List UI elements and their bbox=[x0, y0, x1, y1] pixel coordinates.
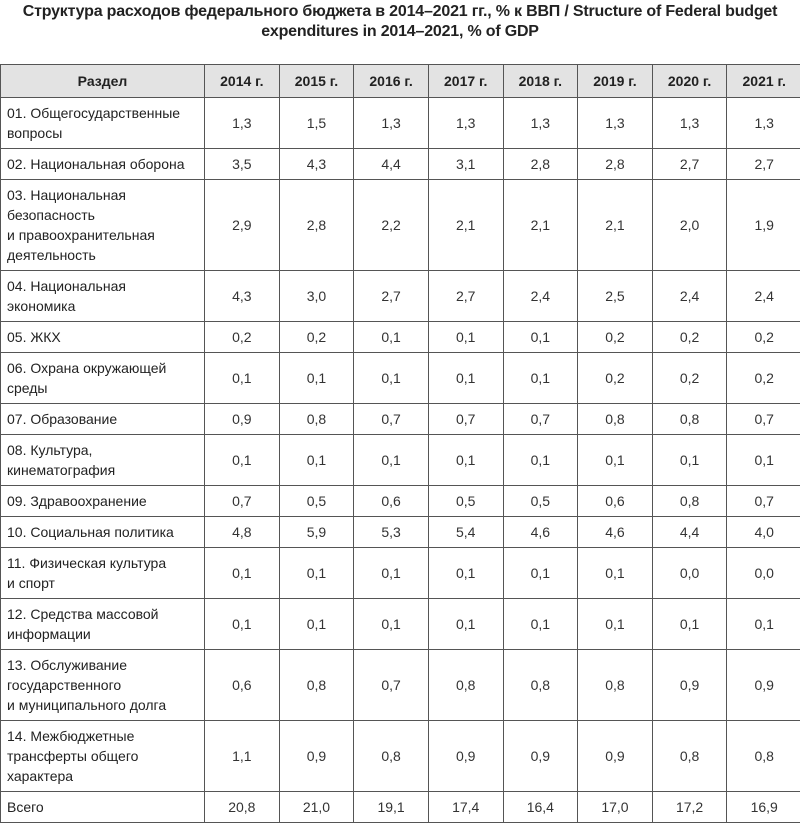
value-cell: 0,1 bbox=[578, 599, 653, 650]
value-cell: 2,7 bbox=[428, 271, 503, 322]
value-cell: 0,5 bbox=[428, 486, 503, 517]
value-cell: 0,1 bbox=[578, 435, 653, 486]
row-label: 06. Охрана окружающей среды bbox=[1, 353, 205, 404]
row-label: 08. Культура, кинематография bbox=[1, 435, 205, 486]
value-cell: 0,9 bbox=[578, 721, 653, 792]
value-cell: 3,0 bbox=[279, 271, 354, 322]
value-cell: 2,8 bbox=[279, 180, 354, 271]
value-cell: 0,0 bbox=[652, 548, 727, 599]
value-cell: 0,8 bbox=[279, 650, 354, 721]
value-cell: 0,8 bbox=[727, 721, 800, 792]
value-cell: 0,8 bbox=[428, 650, 503, 721]
table-row bbox=[1, 548, 800, 599]
value-cell: 20,8 bbox=[205, 792, 280, 823]
table-row bbox=[1, 435, 800, 486]
row-label: 01. Общегосударственные вопросы bbox=[1, 98, 205, 149]
value-cell: 2,5 bbox=[578, 271, 653, 322]
row-label: 07. Образование bbox=[1, 404, 205, 435]
value-cell: 17,0 bbox=[578, 792, 653, 823]
table-row bbox=[1, 792, 800, 823]
value-cell: 2,1 bbox=[428, 180, 503, 271]
value-cell: 2,1 bbox=[578, 180, 653, 271]
value-cell: 5,3 bbox=[354, 517, 429, 548]
value-cell: 0,8 bbox=[652, 486, 727, 517]
value-cell: 2,4 bbox=[503, 271, 578, 322]
value-cell: 0,1 bbox=[652, 599, 727, 650]
value-cell: 0,2 bbox=[727, 322, 800, 353]
value-cell: 0,5 bbox=[279, 486, 354, 517]
table-row bbox=[1, 149, 800, 180]
value-cell: 4,6 bbox=[503, 517, 578, 548]
column-header-year: 2014 г. bbox=[205, 65, 280, 98]
value-cell: 0,1 bbox=[205, 548, 280, 599]
value-cell: 5,9 bbox=[279, 517, 354, 548]
value-cell: 2,7 bbox=[354, 271, 429, 322]
value-cell: 0,1 bbox=[503, 353, 578, 404]
column-header-year: 2020 г. bbox=[652, 65, 727, 98]
value-cell: 0,7 bbox=[354, 404, 429, 435]
value-cell: 4,6 bbox=[578, 517, 653, 548]
value-cell: 0,8 bbox=[279, 404, 354, 435]
value-cell: 19,1 bbox=[354, 792, 429, 823]
value-cell: 0,2 bbox=[279, 322, 354, 353]
row-label: 02. Национальная оборона bbox=[1, 149, 205, 180]
table-title: Структура расходов федерального бюджета в 2014–2021 гг., % к ВВП / Structure of Federal budget expenditures in 2014–2021, % of GDP bbox=[0, 0, 800, 60]
value-cell: 0,8 bbox=[578, 650, 653, 721]
value-cell: 2,0 bbox=[652, 180, 727, 271]
value-cell: 0,1 bbox=[354, 599, 429, 650]
column-header-year: 2021 г. bbox=[727, 65, 800, 98]
value-cell: 0,1 bbox=[503, 599, 578, 650]
column-header-section: Раздел bbox=[1, 65, 205, 98]
row-label: 14. Межбюджетные трансферты общего характера bbox=[1, 721, 205, 792]
value-cell: 0,1 bbox=[428, 353, 503, 404]
table-row bbox=[1, 404, 800, 435]
value-cell: 0,1 bbox=[205, 599, 280, 650]
value-cell: 0,2 bbox=[727, 353, 800, 404]
table-row bbox=[1, 322, 800, 353]
value-cell: 5,4 bbox=[428, 517, 503, 548]
value-cell: 0,1 bbox=[354, 322, 429, 353]
value-cell: 0,8 bbox=[652, 721, 727, 792]
value-cell: 17,2 bbox=[652, 792, 727, 823]
value-cell: 2,7 bbox=[652, 149, 727, 180]
table-row bbox=[1, 98, 800, 149]
value-cell: 0,2 bbox=[652, 353, 727, 404]
value-cell: 0,6 bbox=[205, 650, 280, 721]
value-cell: 0,8 bbox=[652, 404, 727, 435]
value-cell: 0,2 bbox=[578, 353, 653, 404]
value-cell: 1,3 bbox=[354, 98, 429, 149]
value-cell: 4,3 bbox=[205, 271, 280, 322]
value-cell: 2,7 bbox=[727, 149, 800, 180]
value-cell: 0,1 bbox=[428, 322, 503, 353]
value-cell: 0,8 bbox=[578, 404, 653, 435]
column-header-year: 2017 г. bbox=[428, 65, 503, 98]
value-cell: 1,3 bbox=[578, 98, 653, 149]
value-cell: 0,1 bbox=[727, 599, 800, 650]
value-cell: 17,4 bbox=[428, 792, 503, 823]
value-cell: 0,1 bbox=[279, 599, 354, 650]
value-cell: 0,1 bbox=[279, 435, 354, 486]
value-cell: 0,7 bbox=[205, 486, 280, 517]
value-cell: 0,1 bbox=[428, 548, 503, 599]
column-header-year: 2015 г. bbox=[279, 65, 354, 98]
row-label: 13. Обслуживание государственного и муниципального долга bbox=[1, 650, 205, 721]
table-row bbox=[1, 486, 800, 517]
value-cell: 0,1 bbox=[279, 353, 354, 404]
value-cell: 0,6 bbox=[354, 486, 429, 517]
value-cell: 0,1 bbox=[503, 548, 578, 599]
value-cell: 0,9 bbox=[428, 721, 503, 792]
row-label: 09. Здравоохранение bbox=[1, 486, 205, 517]
row-label: 03. Национальная безопасность и правоохранительная деятельность bbox=[1, 180, 205, 271]
value-cell: 16,9 bbox=[727, 792, 800, 823]
value-cell: 0,1 bbox=[727, 435, 800, 486]
value-cell: 0,1 bbox=[354, 353, 429, 404]
value-cell: 1,1 bbox=[205, 721, 280, 792]
value-cell: 1,3 bbox=[503, 98, 578, 149]
value-cell: 0,5 bbox=[503, 486, 578, 517]
value-cell: 0,1 bbox=[205, 353, 280, 404]
value-cell: 0,1 bbox=[578, 548, 653, 599]
value-cell: 0,7 bbox=[503, 404, 578, 435]
value-cell: 0,1 bbox=[354, 435, 429, 486]
value-cell: 0,1 bbox=[503, 322, 578, 353]
value-cell: 1,3 bbox=[652, 98, 727, 149]
column-header-year: 2019 г. bbox=[578, 65, 653, 98]
value-cell: 0,1 bbox=[279, 548, 354, 599]
value-cell: 0,2 bbox=[578, 322, 653, 353]
value-cell: 0,9 bbox=[652, 650, 727, 721]
row-label: 04. Национальная экономика bbox=[1, 271, 205, 322]
value-cell: 21,0 bbox=[279, 792, 354, 823]
value-cell: 0,6 bbox=[578, 486, 653, 517]
value-cell: 0,2 bbox=[652, 322, 727, 353]
value-cell: 0,1 bbox=[428, 435, 503, 486]
value-cell: 2,4 bbox=[727, 271, 800, 322]
table-row bbox=[1, 353, 800, 404]
table-row bbox=[1, 721, 800, 792]
value-cell: 16,4 bbox=[503, 792, 578, 823]
value-cell: 1,9 bbox=[727, 180, 800, 271]
value-cell: 2,8 bbox=[503, 149, 578, 180]
value-cell: 0,1 bbox=[503, 435, 578, 486]
value-cell: 2,9 bbox=[205, 180, 280, 271]
row-label: 05. ЖКХ bbox=[1, 322, 205, 353]
row-label: 11. Физическая культура и спорт bbox=[1, 548, 205, 599]
value-cell: 4,0 bbox=[727, 517, 800, 548]
row-label: 10. Социальная политика bbox=[1, 517, 205, 548]
value-cell: 3,1 bbox=[428, 149, 503, 180]
row-label: Всего bbox=[1, 792, 205, 823]
value-cell: 4,4 bbox=[652, 517, 727, 548]
value-cell: 0,0 bbox=[727, 548, 800, 599]
value-cell: 0,9 bbox=[503, 721, 578, 792]
value-cell: 0,1 bbox=[205, 435, 280, 486]
value-cell: 0,7 bbox=[428, 404, 503, 435]
value-cell: 1,3 bbox=[428, 98, 503, 149]
value-cell: 1,3 bbox=[727, 98, 800, 149]
value-cell: 0,7 bbox=[727, 486, 800, 517]
value-cell: 0,1 bbox=[652, 435, 727, 486]
table-row bbox=[1, 517, 800, 548]
value-cell: 3,5 bbox=[205, 149, 280, 180]
value-cell: 0,9 bbox=[279, 721, 354, 792]
expenditure-table bbox=[0, 64, 800, 823]
value-cell: 1,5 bbox=[279, 98, 354, 149]
value-cell: 2,1 bbox=[503, 180, 578, 271]
header-row bbox=[1, 65, 800, 98]
table-row bbox=[1, 650, 800, 721]
value-cell: 0,7 bbox=[354, 650, 429, 721]
column-header-year: 2018 г. bbox=[503, 65, 578, 98]
value-cell: 0,8 bbox=[354, 721, 429, 792]
value-cell: 1,3 bbox=[205, 98, 280, 149]
value-cell: 0,2 bbox=[205, 322, 280, 353]
value-cell: 4,3 bbox=[279, 149, 354, 180]
value-cell: 4,4 bbox=[354, 149, 429, 180]
table-row bbox=[1, 271, 800, 322]
value-cell: 0,8 bbox=[503, 650, 578, 721]
value-cell: 0,9 bbox=[205, 404, 280, 435]
column-header-year: 2016 г. bbox=[354, 65, 429, 98]
value-cell: 0,7 bbox=[727, 404, 800, 435]
value-cell: 2,2 bbox=[354, 180, 429, 271]
row-label: 12. Средства массовой информации bbox=[1, 599, 205, 650]
value-cell: 4,8 bbox=[205, 517, 280, 548]
value-cell: 0,1 bbox=[428, 599, 503, 650]
value-cell: 0,1 bbox=[354, 548, 429, 599]
table-row bbox=[1, 599, 800, 650]
value-cell: 2,4 bbox=[652, 271, 727, 322]
table-row bbox=[1, 180, 800, 271]
value-cell: 2,8 bbox=[578, 149, 653, 180]
value-cell: 0,9 bbox=[727, 650, 800, 721]
